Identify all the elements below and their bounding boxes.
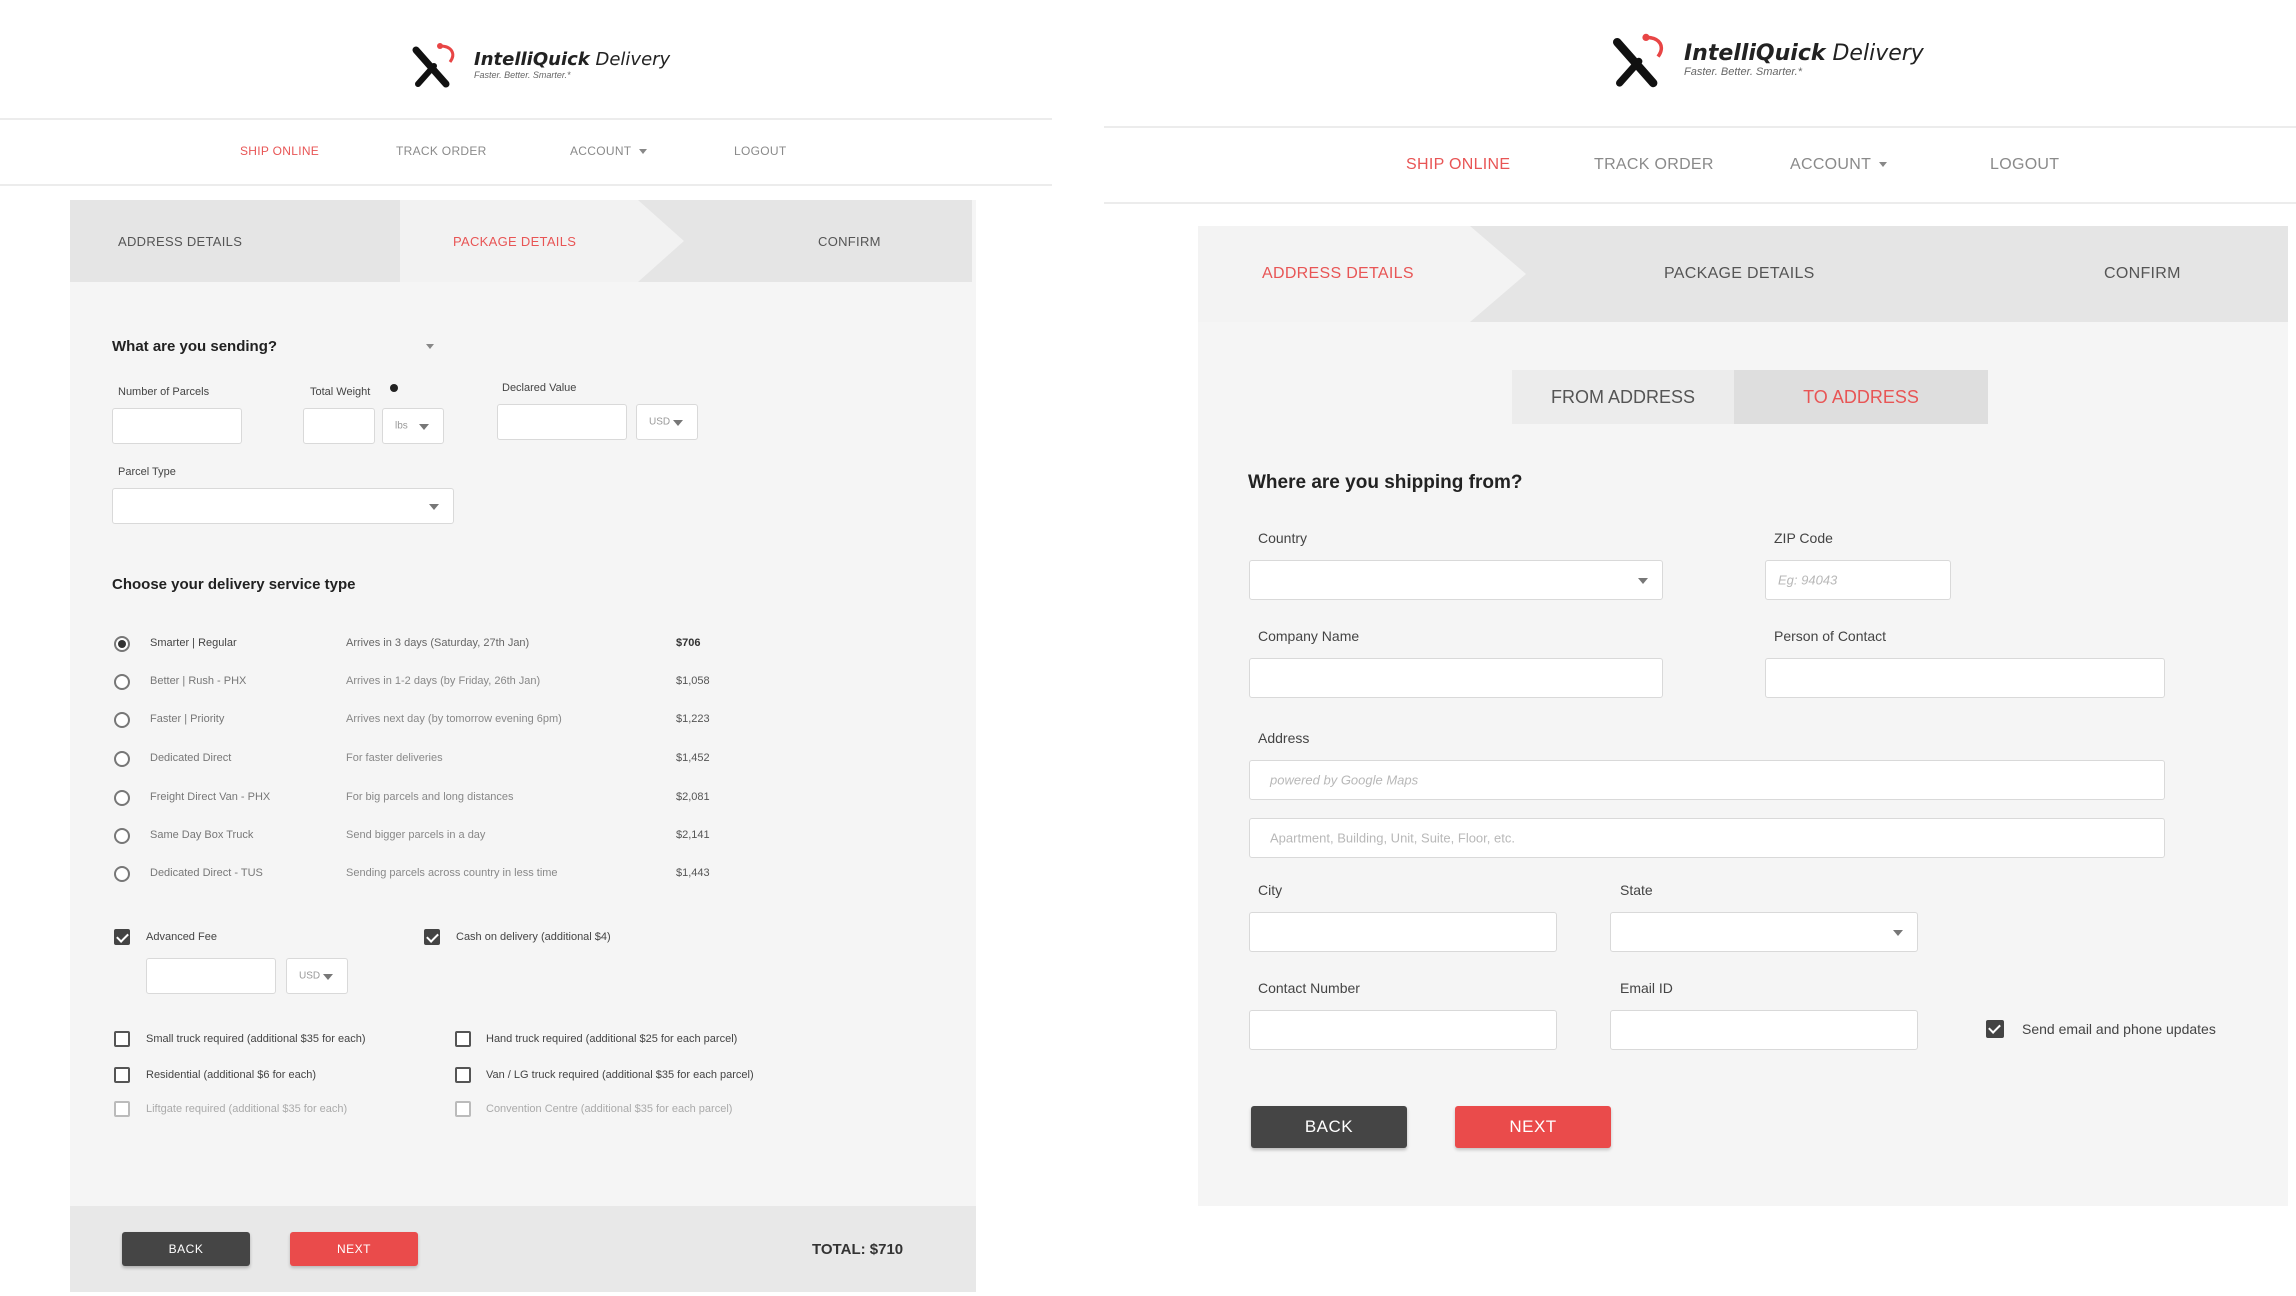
extra-checkbox[interactable] — [114, 1101, 130, 1117]
service-radio[interactable] — [114, 751, 130, 767]
label-declared-value: Declared Value — [502, 382, 577, 394]
service-radio[interactable] — [114, 674, 130, 690]
label-city: City — [1258, 882, 1283, 898]
order-total: TOTAL: $710 — [812, 1241, 904, 1258]
country-select[interactable] — [1249, 560, 1663, 600]
service-radio[interactable] — [114, 790, 130, 806]
nav-ship-online[interactable]: SHIP ONLINE — [240, 144, 320, 158]
address-line2-placeholder: Apartment, Building, Unit, Suite, Floor, etc. — [1270, 830, 1515, 846]
step-address-details[interactable]: ADDRESS DETAILS — [1262, 265, 1414, 282]
chevron-down-icon — [673, 420, 683, 426]
left-back-button[interactable]: BACK — [122, 1232, 250, 1266]
updates-checkbox[interactable] — [1986, 1020, 2004, 1038]
right-back-button[interactable]: BACK — [1251, 1106, 1407, 1148]
service-desc: For faster deliveries — [346, 752, 443, 764]
label-total-weight: Total Weight — [310, 386, 371, 398]
step-confirm[interactable]: CONFIRM — [2104, 265, 2181, 282]
extra-label: Small truck required (additional $35 for each) — [146, 1033, 366, 1045]
label-num-parcels: Number of Parcels — [118, 386, 210, 398]
service-desc: Arrives next day (by tomorrow evening 6pm) — [346, 713, 562, 725]
extra-checkbox[interactable] — [114, 1067, 130, 1083]
chevron-down-icon — [639, 149, 647, 154]
chevron-down-icon — [1893, 930, 1903, 936]
step-arrow — [1470, 226, 1526, 322]
advanced-fee-currency-select[interactable] — [286, 958, 348, 994]
service-price: $706 — [676, 637, 701, 649]
service-price: $2,141 — [676, 829, 710, 841]
brand-name-bold: IntelliQuick — [1684, 40, 1826, 66]
sending-heading: What are you sending? — [112, 338, 278, 355]
city-input[interactable] — [1249, 912, 1557, 952]
advanced-fee-label: Advanced Fee — [146, 931, 217, 943]
contact-number-input[interactable] — [1249, 1010, 1557, 1050]
weight-unit-value: lbs — [395, 420, 408, 432]
address-line1-input[interactable] — [1249, 760, 2165, 800]
required-dot-icon — [390, 384, 398, 392]
label-address: Address — [1258, 730, 1310, 746]
address-line2-input[interactable] — [1249, 818, 2165, 858]
label-contact-number: Contact Number — [1258, 980, 1360, 996]
address-tabs — [1512, 370, 1988, 424]
right-steps-bar — [1198, 226, 2288, 322]
shipping-from-heading: Where are you shipping from? — [1248, 472, 1523, 493]
chevron-down-icon — [429, 504, 439, 510]
extra-label: Residential (additional $6 for each) — [146, 1069, 316, 1081]
total-weight-input[interactable] — [303, 408, 375, 444]
chevron-down-icon — [323, 974, 333, 980]
brand-tagline: Faster. Better. Smarter.* — [1684, 65, 1802, 78]
service-desc: Arrives in 3 days (Saturday, 27th Jan) — [346, 637, 530, 649]
chevron-down-icon — [1638, 578, 1648, 584]
service-name: Better | Rush - PHX — [150, 675, 247, 687]
brand-name-light: Delivery — [1825, 40, 1924, 66]
left-form-card — [70, 200, 976, 1292]
service-name: Smarter | Regular — [150, 637, 237, 649]
label-country: Country — [1258, 530, 1308, 546]
nav-track-order[interactable]: TRACK ORDER — [1594, 156, 1714, 173]
nav-account[interactable] — [1790, 156, 1990, 174]
right-logo[interactable] — [1610, 30, 1924, 88]
service-price: $2,081 — [676, 791, 710, 803]
service-name: Faster | Priority — [150, 713, 225, 725]
num-parcels-input[interactable] — [112, 408, 242, 444]
extra-checkbox[interactable] — [114, 1031, 130, 1047]
label-state: State — [1620, 882, 1653, 898]
nav-account-label: ACCOUNT — [570, 144, 632, 158]
brand-name-light: Delivery — [589, 48, 671, 70]
step-confirm[interactable]: CONFIRM — [818, 233, 881, 249]
advanced-fee-input[interactable] — [146, 958, 276, 994]
service-name: Dedicated Direct — [150, 752, 232, 764]
address-line1-placeholder: powered by Google Maps — [1270, 772, 1419, 788]
label-contact-person: Person of Contact — [1774, 628, 1887, 644]
service-radio[interactable] — [114, 828, 130, 844]
cod-label: Cash on delivery (additional $4) — [456, 931, 611, 943]
cod-checkbox[interactable] — [424, 929, 440, 945]
weight-unit-select[interactable] — [382, 408, 444, 444]
right-nav — [1406, 156, 2059, 174]
updates-label: Send email and phone updates — [2022, 1021, 2216, 1037]
service-radio[interactable] — [114, 866, 130, 882]
zip-input[interactable] — [1765, 560, 1951, 600]
declared-value-input[interactable] — [497, 404, 627, 440]
service-heading: Choose your delivery service type — [112, 576, 356, 593]
zip-placeholder: Eg: 94043 — [1778, 572, 1838, 588]
service-name: Freight Direct Van - PHX — [150, 791, 271, 803]
step-arrow — [638, 200, 684, 282]
service-desc: Sending parcels across country in less time — [346, 867, 558, 879]
label-company: Company Name — [1258, 628, 1360, 644]
right-next-button[interactable]: NEXT — [1455, 1106, 1611, 1148]
advanced-fee-checkbox[interactable] — [114, 929, 130, 945]
service-desc: Arrives in 1-2 days (by Friday, 26th Jan) — [346, 675, 541, 687]
label-parcel-type: Parcel Type — [118, 466, 176, 478]
nav-ship-online[interactable]: SHIP ONLINE — [1406, 156, 1511, 173]
service-price: $1,223 — [676, 713, 710, 725]
left-nav — [240, 144, 786, 158]
contact-person-input[interactable] — [1765, 658, 2165, 698]
brand-logo-icon — [410, 40, 460, 88]
collapse-chevron-icon[interactable] — [426, 344, 434, 349]
email-input[interactable] — [1610, 1010, 1918, 1050]
extra-label: Van / LG truck required (additional $35 for each parcel) — [486, 1069, 754, 1081]
nav-account-label: ACCOUNT — [1790, 156, 1872, 173]
currency-select[interactable] — [636, 404, 698, 440]
service-radio[interactable] — [114, 712, 130, 728]
service-desc: For big parcels and long distances — [346, 791, 514, 803]
state-select[interactable] — [1610, 912, 1918, 952]
brand-tagline: Faster. Better. Smarter.* — [474, 69, 571, 80]
extra-checkbox[interactable] — [455, 1067, 471, 1083]
extra-label: Liftgate required (additional $35 for each) — [146, 1103, 348, 1115]
nav-logout[interactable]: LOGOUT — [734, 144, 787, 158]
left-next-button[interactable]: NEXT — [290, 1232, 418, 1266]
parcel-type-select[interactable] — [112, 488, 454, 524]
currency-value: USD — [649, 416, 671, 428]
brand-logo-icon — [1610, 30, 1670, 88]
service-price: $1,443 — [676, 867, 710, 879]
nav-logout[interactable]: LOGOUT — [1990, 156, 2060, 173]
tab-from-address[interactable]: FROM ADDRESS — [1550, 386, 1696, 407]
tab-to-address[interactable]: TO ADDRESS — [1734, 370, 1988, 424]
extra-label: Convention Centre (additional $35 for each parcel) — [486, 1103, 733, 1115]
left-steps-bar — [70, 200, 972, 282]
service-name: Same Day Box Truck — [150, 829, 254, 841]
service-desc: Send bigger parcels in a day — [346, 829, 486, 841]
extra-checkbox[interactable] — [455, 1031, 471, 1047]
chevron-down-icon — [1879, 162, 1887, 167]
step-address-details[interactable]: ADDRESS DETAILS — [118, 233, 243, 249]
service-radio[interactable] — [114, 636, 130, 652]
step-package-details[interactable]: PACKAGE DETAILS — [1664, 265, 1815, 282]
left-logo[interactable] — [410, 40, 670, 88]
company-input[interactable] — [1249, 658, 1663, 698]
extra-label: Hand truck required (additional $25 for each parcel) — [486, 1033, 738, 1045]
service-price: $1,452 — [676, 752, 710, 764]
service-price: $1,058 — [676, 675, 710, 687]
brand-name-bold: IntelliQuick — [474, 48, 590, 70]
service-name: Dedicated Direct - TUS — [150, 867, 263, 879]
label-zip: ZIP Code — [1774, 530, 1833, 546]
nav-account[interactable] — [570, 144, 734, 158]
nav-track-order[interactable]: TRACK ORDER — [396, 144, 487, 158]
advanced-fee-currency-value: USD — [299, 970, 321, 982]
step-package-details[interactable]: PACKAGE DETAILS — [453, 233, 577, 249]
chevron-down-icon — [419, 424, 429, 430]
label-email: Email ID — [1620, 980, 1673, 996]
extra-checkbox[interactable] — [455, 1101, 471, 1117]
